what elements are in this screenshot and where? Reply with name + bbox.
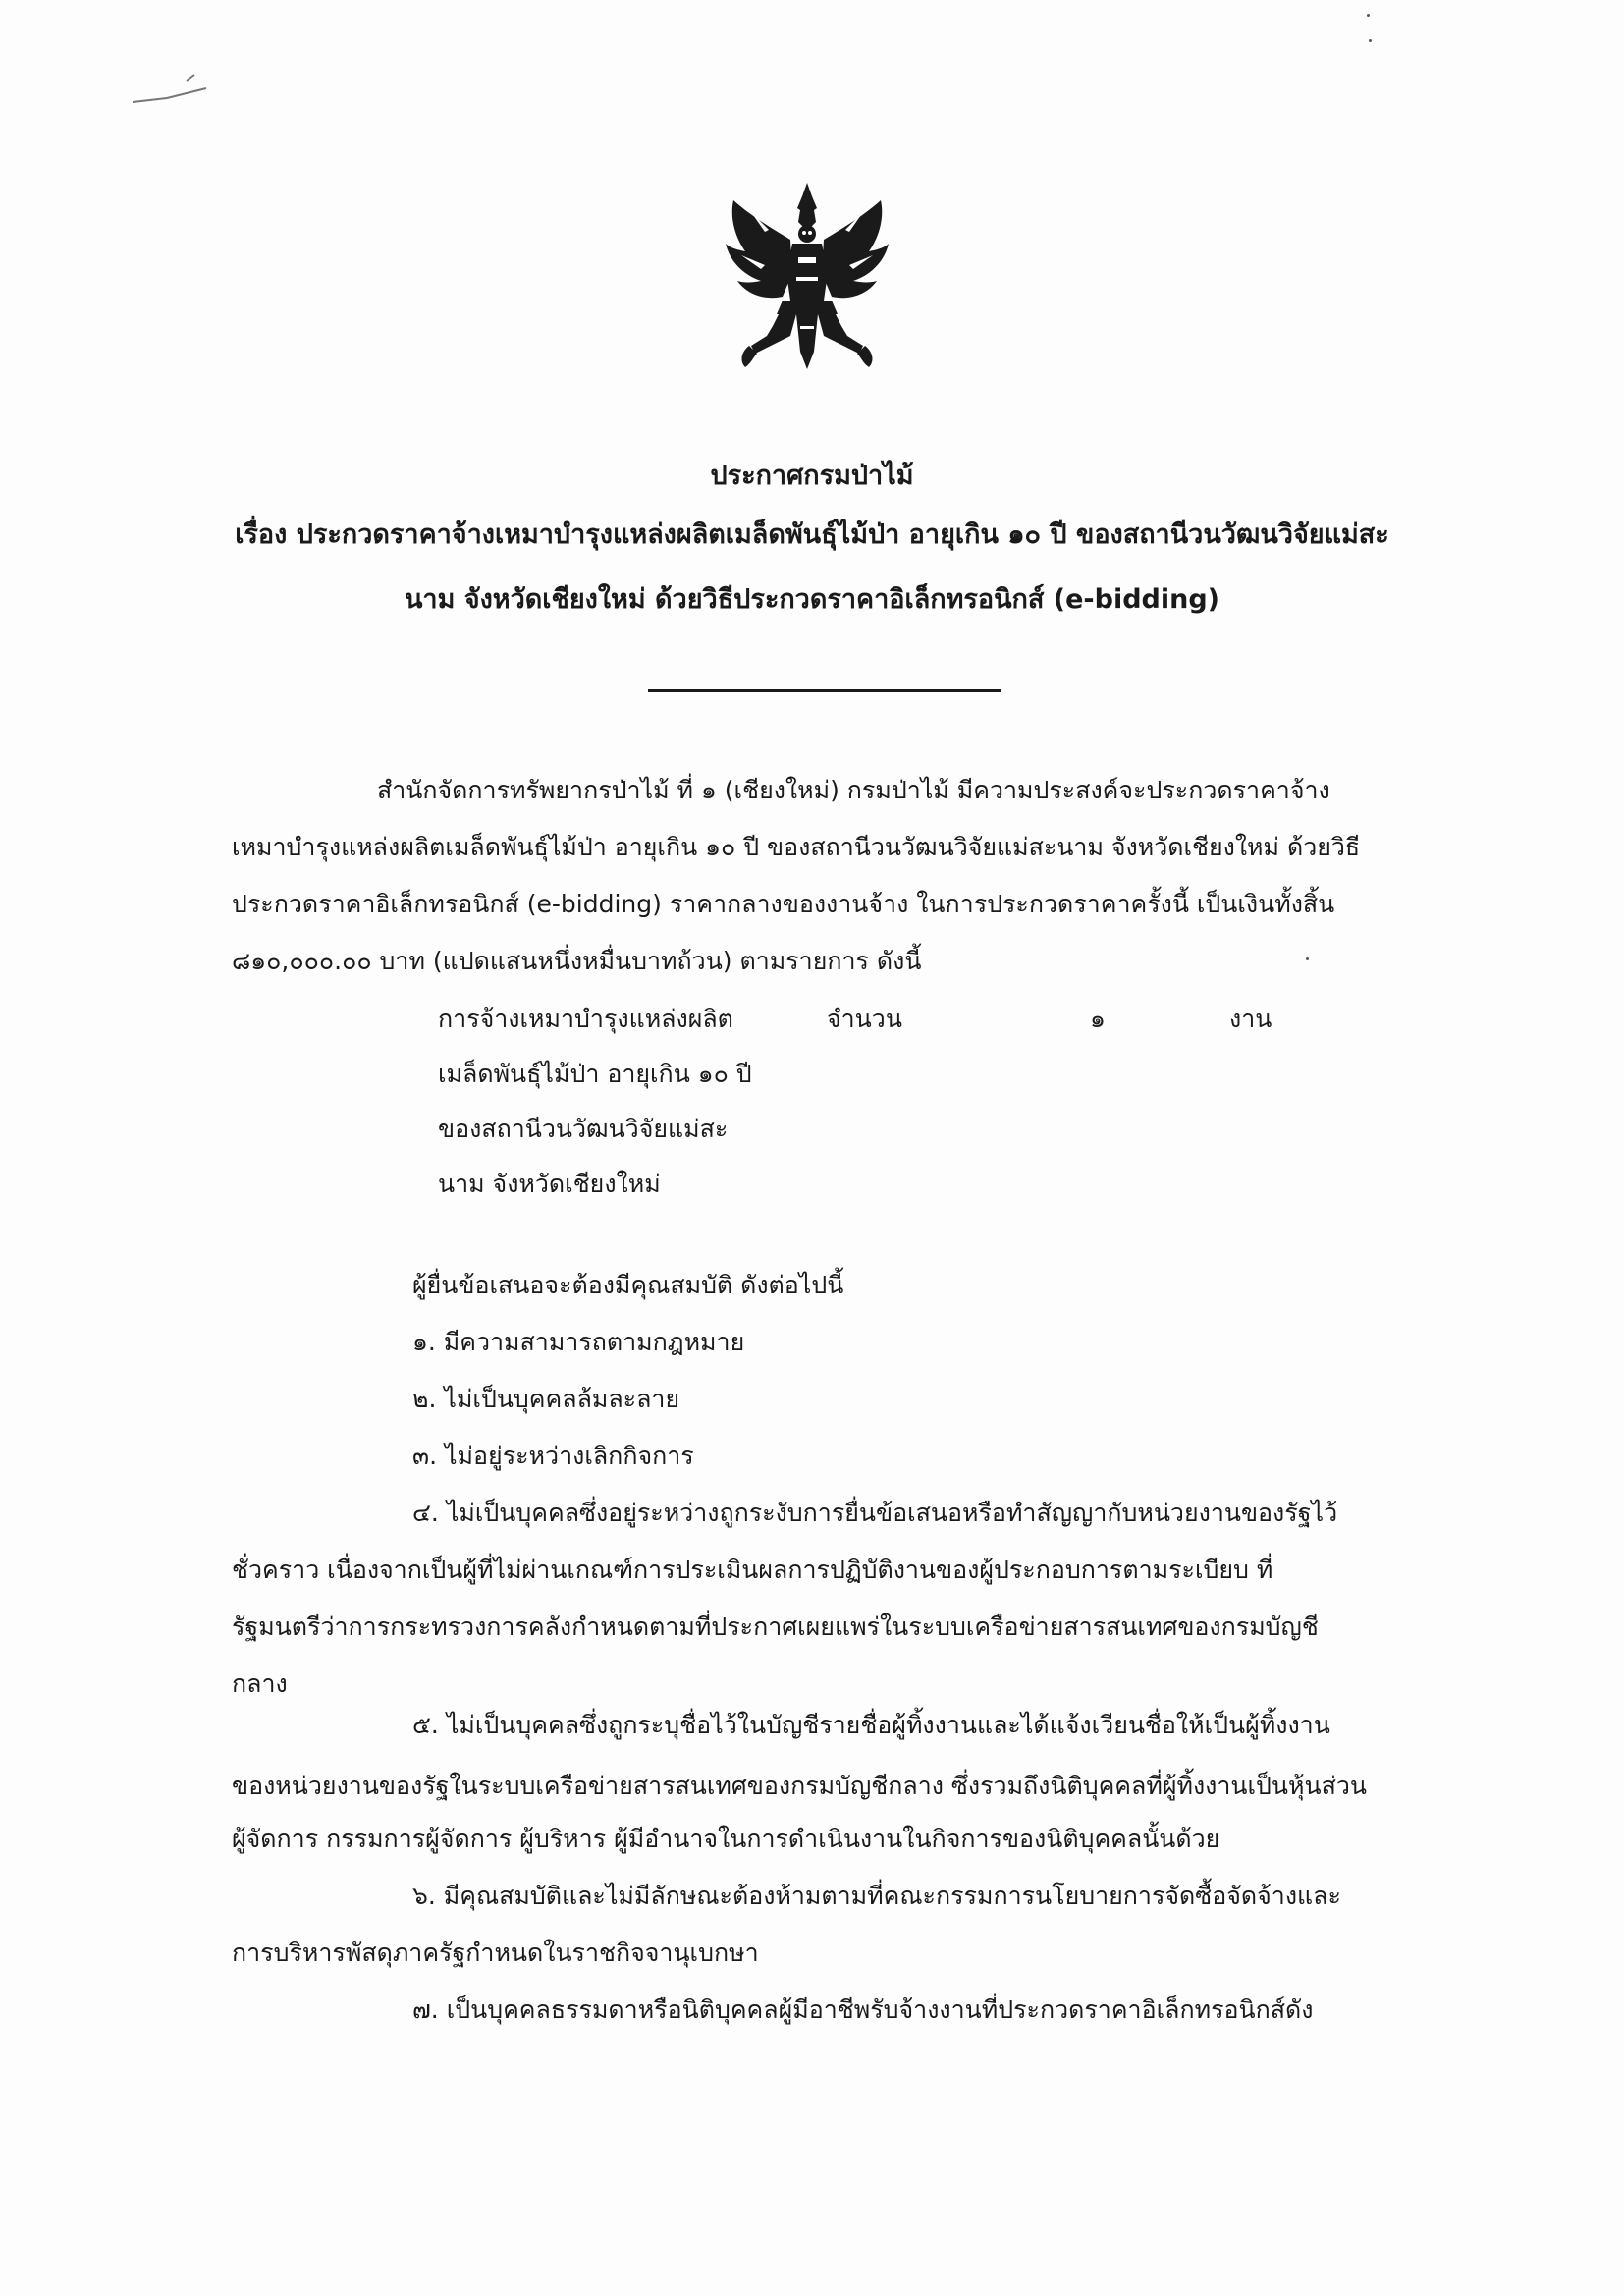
item-quantity-value: ๑ bbox=[1090, 1005, 1106, 1033]
item-name-line-4: นาม จังหวัดเชียงใหม่ bbox=[438, 1170, 661, 1198]
item-name-line-2: เมล็ดพันธุ์ไม้ป่า อายุเกิน ๑๐ ปี bbox=[438, 1060, 752, 1088]
item-name-line-1: การจ้างเหมาบำรุงแหล่งผลิต bbox=[438, 1005, 733, 1033]
item-quantity-unit: งาน bbox=[1229, 1005, 1272, 1033]
garuda-emblem-icon bbox=[722, 179, 893, 375]
scan-scratch bbox=[128, 69, 216, 108]
qualification-3: ๓. ไม่อยู่ระหว่างเลิกกิจการ bbox=[412, 1442, 694, 1470]
scan-speck bbox=[1306, 957, 1309, 960]
item-quantity-label: จำนวน bbox=[827, 1005, 902, 1033]
qualification-5-line-2: ของหน่วยงานของรัฐในระบบเครือข่ายสารสนเทศของกรมบัญชีกลาง ซึ่งรวมถึงนิติบุคคลที่ผู้ทิ้งงานเป็นหุ้นส่วน bbox=[232, 1772, 1367, 1800]
subject-line-2: นาม จังหวัดเชียงใหม่ ด้วยวิธีประกวดราคาอิเล็กทรอนิกส์ (e-bidding) bbox=[404, 584, 1220, 615]
qualification-6-line-2: การบริหารพัสดุภาครัฐกำหนดในราชกิจจานุเบกษา bbox=[232, 1939, 759, 1967]
title-divider bbox=[648, 689, 1001, 692]
qualification-4-line-1: ๔. ไม่เป็นบุคคลซึ่งอยู่ระหว่างถูกระงับการยื่นข้อเสนอหรือทำสัญญากับหน่วยงานของรัฐไว้ bbox=[412, 1499, 1338, 1527]
intro-line-4: ๘๑๐,๐๐๐.๐๐ บาท (แปดแสนหนึ่งหมื่นบาทถ้วน) ตามรายการ ดังนี้ bbox=[232, 947, 922, 975]
qualifications-heading: ผู้ยื่นข้อเสนอจะต้องมีคุณสมบัติ ดังต่อไปนี้ bbox=[412, 1271, 844, 1299]
scan-speck bbox=[1369, 39, 1372, 42]
intro-line-3: ประกวดราคาอิเล็กทรอนิกส์ (e-bidding) ราคากลางของงานจ้าง ในการประกวดราคาครั้งนี้ เป็นเงินทั้งสิ้น bbox=[232, 890, 1335, 918]
qualification-5-line-3: ผู้จัดการ กรรมการผู้จัดการ ผู้บริหาร ผู้มีอำนาจในการดำเนินงานในกิจการของนิติบุคคลนั้นด้วย bbox=[232, 1825, 1220, 1853]
announcement-title: ประกาศกรมป่าไม้ bbox=[710, 461, 914, 491]
item-name-line-3: ของสถานีวนวัฒนวิจัยแม่สะ bbox=[438, 1115, 729, 1143]
qualification-7-line-1: ๗. เป็นบุคคลธรรมดาหรือนิติบุคคลผู้มีอาชีพรับจ้างงานที่ประกวดราคาอิเล็กทรอนิกส์ดัง bbox=[412, 1995, 1314, 2024]
intro-line-2: เหมาบำรุงแหล่งผลิตเมล็ดพันธุ์ไม้ป่า อายุเกิน ๑๐ ปี ของสถานีวนวัฒนวิจัยแม่สะนาม จังหวัดเชียงใหม่ ด้วยวิธี bbox=[232, 833, 1361, 861]
qualification-4-line-2: ชั่วคราว เนื่องจากเป็นผู้ที่ไม่ผ่านเกณฑ์การประเมินผลการปฏิบัติงานของผู้ประกอบการตามระเบียบ ที่ bbox=[232, 1556, 1273, 1584]
qualification-2: ๒. ไม่เป็นบุคคลล้มละลาย bbox=[412, 1385, 680, 1413]
qualification-1: ๑. มีความสามารถตามกฎหมาย bbox=[412, 1328, 745, 1356]
qualification-5-line-1: ๕. ไม่เป็นบุคคลซึ่งถูกระบุชื่อไว้ในบัญชีรายชื่อผู้ทิ้งงานและได้แจ้งเวียนชื่อให้เป็นผู้ทิ้งงาน bbox=[412, 1711, 1330, 1739]
qualification-6-line-1: ๖. มีคุณสมบัติและไม่มีลักษณะต้องห้ามตามที่คณะกรรมการนโยบายการจัดซื้อจัดจ้างและ bbox=[412, 1882, 1341, 1910]
scan-speck bbox=[1367, 14, 1370, 17]
intro-line-1: สำนักจัดการทรัพยากรป่าไม้ ที่ ๑ (เชียงใหม่) กรมป่าไม้ มีความประสงค์จะประกวดราคาจ้าง bbox=[377, 776, 1330, 804]
subject-line-1: เรื่อง ประกวดราคาจ้างเหมาบำรุงแหล่งผลิตเมล็ดพันธุ์ไม้ป่า อายุเกิน ๑๐ ปี ของสถานีวนวัฒนวิจัยแม่สะ bbox=[235, 519, 1389, 550]
qualification-4-line-3: รัฐมนตรีว่าการกระทรวงการคลังกำหนดตามที่ประกาศเผยแพร่ในระบบเครือข่ายสารสนเทศของกรมบัญชี bbox=[232, 1613, 1319, 1641]
qualification-4-line-4: กลาง bbox=[232, 1669, 288, 1698]
